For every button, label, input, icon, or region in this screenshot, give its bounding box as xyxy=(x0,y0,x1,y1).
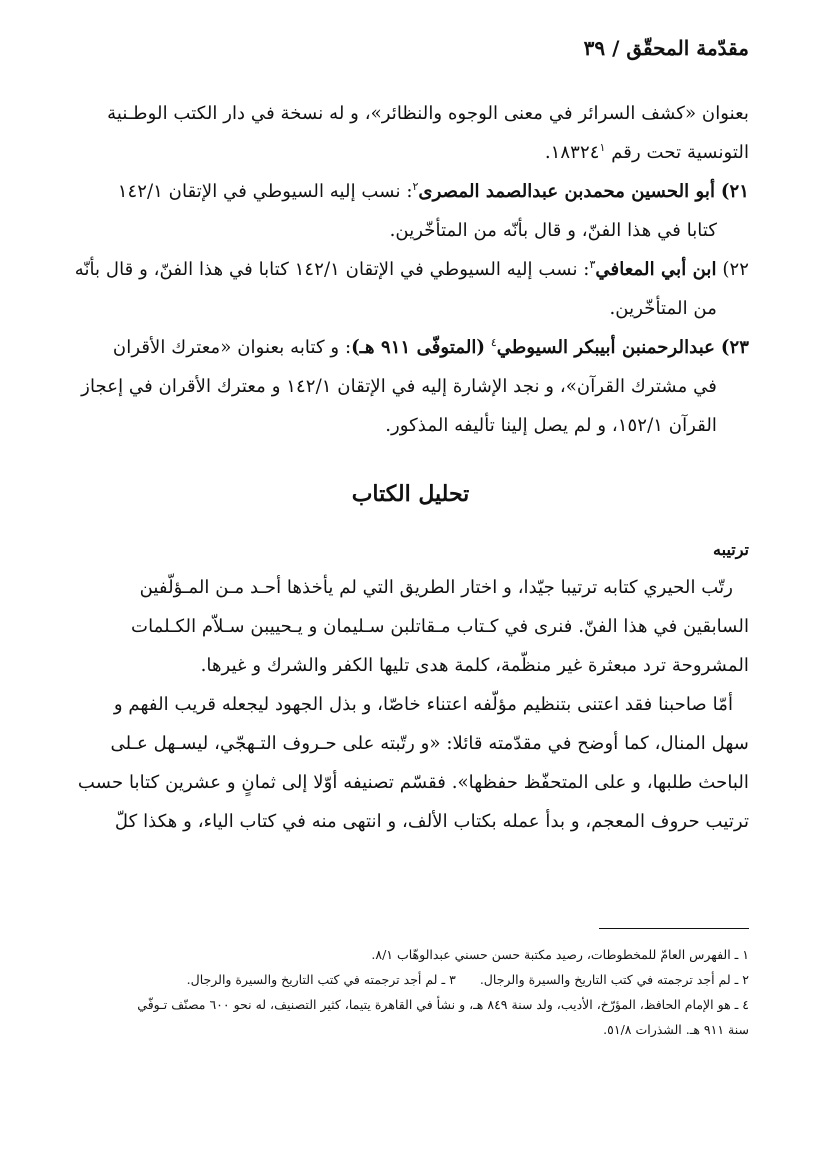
paragraph-line: ترتيب حروف المعجم، و بدأ عمله بكتاب الألف، و انتهى منه في كتاب الياء، و هكذا كلّ xyxy=(114,811,749,832)
footnote-2: ٢ ـ لم أجد ترجمته في كتب التاريخ والسيرة والرجال. xyxy=(479,972,749,987)
paragraph-line: رتّب الحيري كتابه ترتيبا جيّدا، و اختار الطريق التي لم يأخذها أحـد مـن المـؤلّفين xyxy=(139,577,733,598)
author-name: أبو الحسين محمدبن عبدالصمد المصرى xyxy=(418,181,716,202)
subheading: ترتيبه xyxy=(713,540,749,559)
item-text-cont: في مشترك القرآن»، و نجد الإشارة إليه في الإتقان ١٤٢/١ و معترك الأقران في إعجاز xyxy=(81,376,717,397)
running-header: مقدّمة المحقّق / ٣٩ xyxy=(583,36,749,60)
item-number: ٢٢) xyxy=(722,259,749,280)
item-text-cont: القرآن ١٥٢/١، و لم يصل إلينا تأليفه المذكور. xyxy=(385,415,717,436)
item-text: : نسب إليه السيوطي في الإتقان ١٤٢/١ كتابا في هذا الفنّ، و قال بأنّه xyxy=(74,259,590,280)
main-text xyxy=(72,94,749,841)
paragraph-1 xyxy=(72,568,749,685)
intro-line-1: بعنوان «كشف السرائر في معنى الوجوه والنظائر»، و له نسخة في دار الكتب الوطـنية xyxy=(107,103,749,124)
footnote-divider xyxy=(599,928,749,929)
item-text: : نسب إليه السيوطي في الإتقان ١٤٢/١ xyxy=(117,181,413,202)
paragraph-line: سهل المنال، كما أوضح في مقدّمته قائلا: «و رتّبته على حـروف التـهجّي، ليسـهل عـلى xyxy=(110,733,749,754)
footnote-4-cont: سنة ٩١١ هـ. الشذرات ٥١/٨. xyxy=(603,1022,749,1037)
intro-paragraph: بعنوان «كشف السرائر في معنى الوجوه والنظائر»، و له نسخة في دار الكتب الوطـنية التونسية تحت رقم ١٨٣٢٤$^١$. xyxy=(107,103,749,163)
list-item-23 xyxy=(72,328,749,445)
paragraph-2 xyxy=(72,685,749,841)
footnote-marker[interactable]: ٤ xyxy=(490,335,497,349)
item-number: ٢٣) xyxy=(720,337,749,358)
list-item-21 xyxy=(72,172,749,250)
item-number: ٢١) xyxy=(720,181,749,202)
section-title: تحليل الكتاب xyxy=(351,481,470,507)
paragraph-line: الباحث طلبها، و على المتحفّظ حفظها». فقسّم تصنيفه أوّلا إلى ثمانٍ و عشرين كتابا حسب xyxy=(77,772,749,793)
footnote-4: ٤ ـ هو الإمام الحافظ، المؤرّخ، الأديب، ولد سنة ٨٤٩ هـ، و نشأ في القاهرة يتيما، كثير التصنيف، له نحو ٦٠٠ مصنّف تـوفّي xyxy=(137,997,749,1012)
footnote-2-3 xyxy=(72,967,749,992)
footnote-1: ١ ـ الفهرس العامّ للمخطوطات، رصيد مكتبة حسن حسني عبدالوهّاب ٨/١. xyxy=(371,947,749,962)
list-item-22 xyxy=(72,250,749,328)
item-text-cont: كتابا في هذا الفنّ، و قال بأنّه من المتأخّرين. xyxy=(389,220,717,241)
author-name: ابن أبي المعافي xyxy=(595,259,717,280)
death-date: (المتوفّى ٩١١ هـ) xyxy=(351,337,486,358)
intro-line-2: التونسية تحت رقم ١٨٣٢٤ xyxy=(550,142,749,163)
author-name: عبدالرحمنبن أبيبكر السيوطي xyxy=(496,337,716,358)
item-text: : و كتابه بعنوان «معترك الأقران xyxy=(112,337,352,358)
paragraph-line: المشروحة ترد مبعثرة غير منظّمة، كلمة هدى تليها الكفر والشرك و غيرها. xyxy=(200,655,749,676)
paragraph-line: أمّا صاحبنا فقد اعتنى بتنظيم مؤلّفه اعتناء خاصّا، و بذل الجهود ليجعله قريب الفهم و xyxy=(113,694,733,715)
footnote-3: ٣ ـ لم أجد ترجمته في كتب التاريخ والسيرة والرجال. xyxy=(186,972,456,987)
paragraph-line: السابقين في هذا الفنّ. فنرى في كـتاب مـقاتلبن سـليمان و يـحييبن سـلاّم الكـلمات xyxy=(130,616,749,637)
item-text-cont: من المتأخّرين. xyxy=(609,298,717,319)
footnotes xyxy=(72,942,749,1042)
footnote-marker[interactable]: ٣ xyxy=(589,257,596,271)
footnote-marker[interactable]: ١ xyxy=(599,140,606,154)
footnote-marker[interactable]: ٢ xyxy=(412,179,419,193)
